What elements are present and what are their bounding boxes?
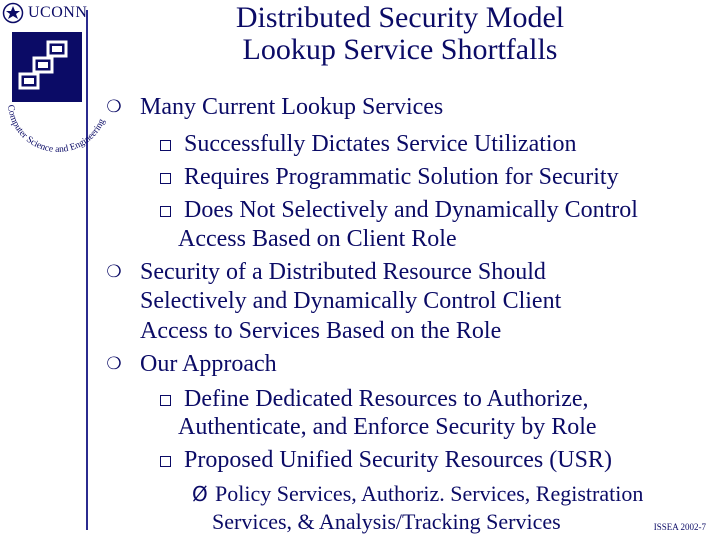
sub-bullet-text-cont: Access Based on Client Role — [178, 226, 457, 252]
department-badge-text: Computer Science and Engineering — [5, 104, 108, 154]
sub-bullet-text-cont: Authenticate, and Enforce Security by Role — [178, 414, 597, 440]
title-line-1: Distributed Security Model — [235, 1, 565, 34]
sub-bullet-text: Define Dedicated Resources to Authorize, — [184, 386, 589, 412]
sub-bullet-icon — [160, 395, 171, 406]
sub-bullet-text: Does Not Selectively and Dynamically Control — [184, 197, 638, 223]
bullet-text-cont: Access to Services Based on the Role — [140, 318, 502, 344]
sub-bullet-icon — [160, 456, 171, 467]
bullet-text: Many Current Lookup Services — [140, 94, 444, 120]
logo-area — [0, 0, 115, 160]
slide-footer: ISSEA 2002-7 — [653, 522, 706, 532]
arrow-bullet-icon: Ø — [192, 482, 208, 506]
bullet-text-cont: Selectively and Dynamically Control Client — [140, 288, 562, 314]
bullet-text: Our Approach — [140, 351, 277, 377]
sub-bullet-text: Requires Programmatic Solution for Security — [184, 164, 619, 190]
slide-title — [130, 2, 670, 66]
title-line-2: Lookup Service Shortfalls — [242, 33, 558, 66]
sub-sub-bullet-text-cont: Services, & Analysis/Tracking Services — [212, 509, 561, 534]
sub-bullet-text: Successfully Dictates Service Utilization — [184, 131, 577, 157]
bullet-icon: ❍ — [106, 262, 122, 282]
sub-bullet-text: Proposed Unified Security Resources (USR) — [184, 447, 612, 473]
sub-bullet-icon — [160, 140, 171, 151]
department-badge-icon — [2, 24, 114, 154]
bullet-icon: ❍ — [106, 354, 122, 374]
sub-bullet-icon — [160, 173, 171, 184]
bullet-text: Security of a Distributed Resource Should — [140, 259, 546, 285]
uconn-seal-icon — [2, 2, 24, 24]
uconn-logo — [2, 2, 87, 24]
bullet-icon: ❍ — [106, 97, 122, 117]
sub-bullet-icon — [160, 206, 171, 217]
sub-sub-bullet-text: Policy Services, Authoriz. Services, Registration — [215, 481, 644, 506]
uconn-wordmark: UCONN — [28, 4, 88, 21]
